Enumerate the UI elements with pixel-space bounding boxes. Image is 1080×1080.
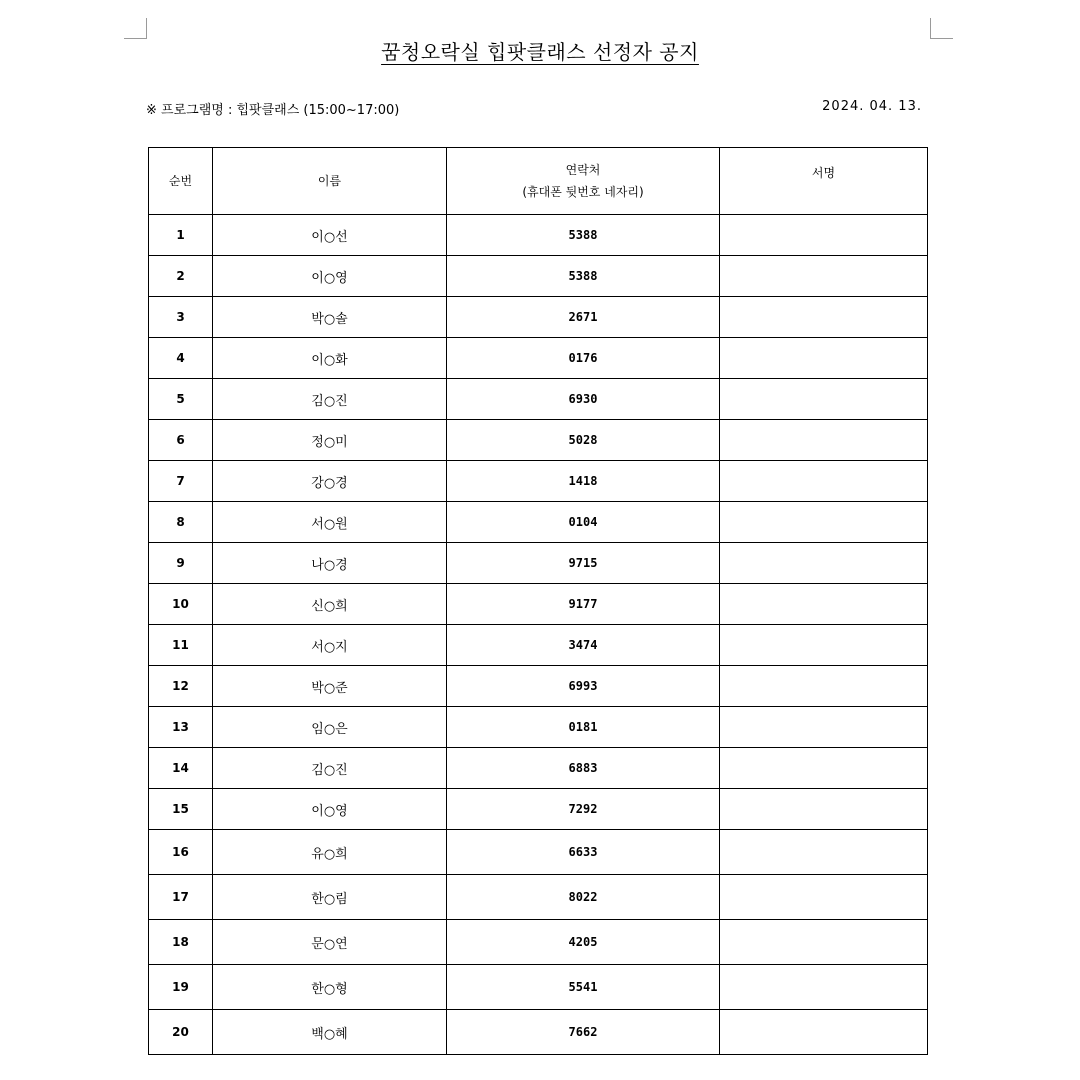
row-name: 서○지	[213, 625, 447, 666]
table-body	[149, 215, 928, 1055]
row-number: 11	[149, 625, 213, 666]
row-phone-last4: 2671	[447, 297, 720, 338]
row-phone-last4: 5388	[447, 215, 720, 256]
row-name: 박○솔	[213, 297, 447, 338]
row-number: 9	[149, 543, 213, 584]
header-number: 순번	[149, 148, 213, 215]
row-signature-cell	[720, 338, 928, 379]
row-name: 한○형	[213, 965, 447, 1010]
row-number: 19	[149, 965, 213, 1010]
table-row	[149, 502, 928, 543]
row-signature-cell	[720, 420, 928, 461]
row-phone-last4: 5388	[447, 256, 720, 297]
row-phone-last4: 9177	[447, 584, 720, 625]
header-contact	[447, 148, 720, 215]
document-title: 꿈청오락실 힙팟클래스 선정자 공지	[381, 40, 699, 64]
row-number: 1	[149, 215, 213, 256]
row-signature-cell	[720, 875, 928, 920]
row-phone-last4: 0104	[447, 502, 720, 543]
row-name: 이○선	[213, 215, 447, 256]
table-row	[149, 215, 928, 256]
table-row	[149, 297, 928, 338]
row-phone-last4: 0181	[447, 707, 720, 748]
program-name-line: ※ 프로그램명 : 힙팟클래스 (15:00~17:00)	[146, 103, 400, 118]
row-signature-cell	[720, 789, 928, 830]
table-row	[149, 789, 928, 830]
table-row	[149, 256, 928, 297]
row-name: 유○희	[213, 830, 447, 875]
table-row	[149, 920, 928, 965]
row-phone-last4: 6993	[447, 666, 720, 707]
row-signature-cell	[720, 584, 928, 625]
row-number: 3	[149, 297, 213, 338]
row-phone-last4: 5541	[447, 965, 720, 1010]
row-number: 10	[149, 584, 213, 625]
row-name: 강○경	[213, 461, 447, 502]
table-row	[149, 379, 928, 420]
document-date: 2024. 04. 13.	[822, 99, 922, 114]
row-name: 정○미	[213, 420, 447, 461]
row-phone-last4: 6930	[447, 379, 720, 420]
table-row	[149, 666, 928, 707]
row-phone-last4: 5028	[447, 420, 720, 461]
table-row	[149, 965, 928, 1010]
row-number: 7	[149, 461, 213, 502]
table-header-row	[149, 148, 928, 215]
row-signature-cell	[720, 256, 928, 297]
row-name: 이○영	[213, 789, 447, 830]
row-phone-last4: 7662	[447, 1010, 720, 1055]
row-number: 15	[149, 789, 213, 830]
row-number: 8	[149, 502, 213, 543]
row-number: 5	[149, 379, 213, 420]
row-number: 14	[149, 748, 213, 789]
row-signature-cell	[720, 830, 928, 875]
row-phone-last4: 8022	[447, 875, 720, 920]
row-number: 18	[149, 920, 213, 965]
row-signature-cell	[720, 543, 928, 584]
row-signature-cell	[720, 502, 928, 543]
row-phone-last4: 9715	[447, 543, 720, 584]
row-phone-last4: 7292	[447, 789, 720, 830]
row-signature-cell	[720, 920, 928, 965]
row-phone-last4: 6883	[447, 748, 720, 789]
table-row	[149, 338, 928, 379]
row-signature-cell	[720, 1010, 928, 1055]
row-name: 이○화	[213, 338, 447, 379]
row-name: 한○림	[213, 875, 447, 920]
row-number: 2	[149, 256, 213, 297]
table-row	[149, 420, 928, 461]
row-number: 4	[149, 338, 213, 379]
row-name: 신○희	[213, 584, 447, 625]
row-phone-last4: 3474	[447, 625, 720, 666]
row-number: 20	[149, 1010, 213, 1055]
table-row	[149, 1010, 928, 1055]
row-phone-last4: 4205	[447, 920, 720, 965]
row-name: 임○은	[213, 707, 447, 748]
row-signature-cell	[720, 666, 928, 707]
row-phone-last4: 6633	[447, 830, 720, 875]
table-row	[149, 625, 928, 666]
row-name: 백○혜	[213, 1010, 447, 1055]
row-phone-last4: 1418	[447, 461, 720, 502]
row-number: 12	[149, 666, 213, 707]
table-row	[149, 461, 928, 502]
row-signature-cell	[720, 461, 928, 502]
row-number: 17	[149, 875, 213, 920]
row-name: 김○진	[213, 379, 447, 420]
header-contact-title: 연락처	[565, 163, 601, 177]
row-signature-cell	[720, 625, 928, 666]
row-name: 박○준	[213, 666, 447, 707]
selectee-table	[148, 147, 928, 1055]
table-row	[149, 543, 928, 584]
row-number: 6	[149, 420, 213, 461]
row-signature-cell	[720, 707, 928, 748]
row-name: 이○영	[213, 256, 447, 297]
row-signature-cell	[720, 965, 928, 1010]
row-name: 나○경	[213, 543, 447, 584]
table-row	[149, 830, 928, 875]
row-number: 13	[149, 707, 213, 748]
row-signature-cell	[720, 379, 928, 420]
header-contact-note: (휴대폰 뒷번호 네자리)	[522, 185, 644, 199]
row-name: 김○진	[213, 748, 447, 789]
table-row	[149, 584, 928, 625]
row-name: 서○원	[213, 502, 447, 543]
row-signature-cell	[720, 215, 928, 256]
row-signature-cell	[720, 748, 928, 789]
table-row	[149, 875, 928, 920]
table-row	[149, 748, 928, 789]
header-name: 이름	[213, 148, 447, 215]
row-phone-last4: 0176	[447, 338, 720, 379]
header-signature: 서명	[720, 148, 928, 215]
row-name: 문○연	[213, 920, 447, 965]
row-number: 16	[149, 830, 213, 875]
table-row	[149, 707, 928, 748]
row-signature-cell	[720, 297, 928, 338]
